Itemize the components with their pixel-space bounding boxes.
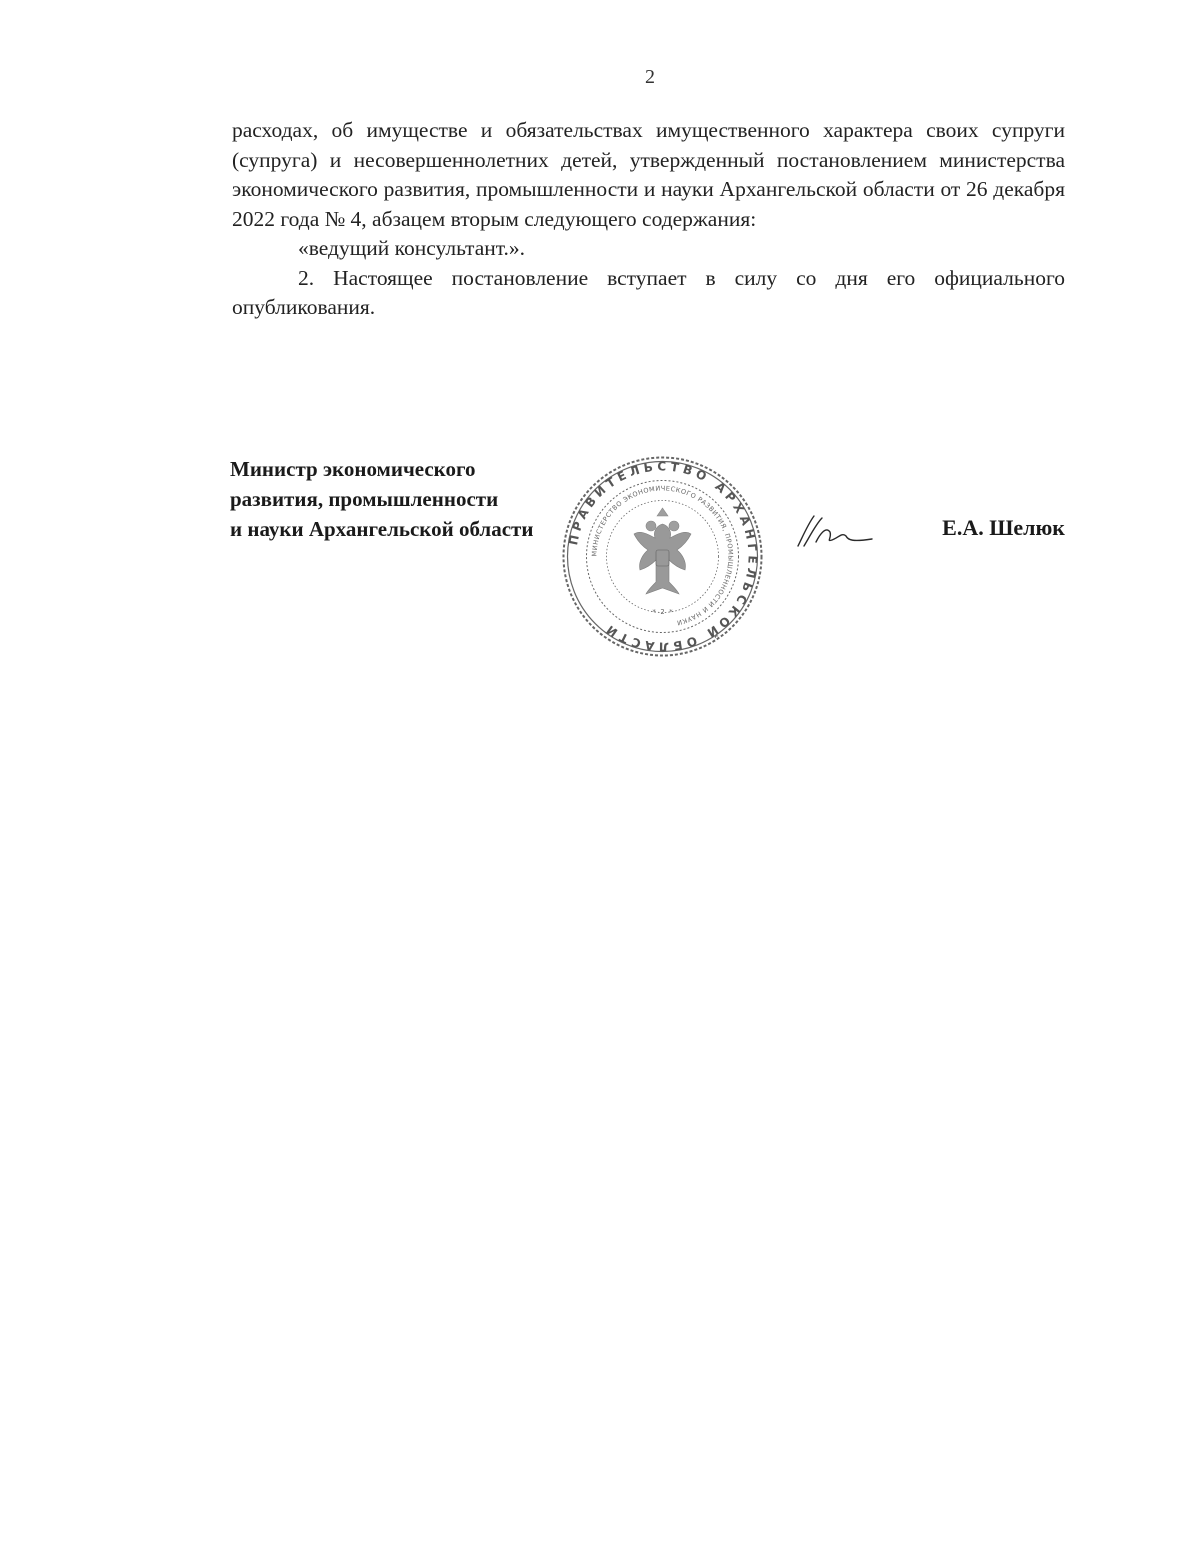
signatory-name: Е.А. Шелюк [942,515,1065,540]
position-line: развития, промышленности [230,487,499,511]
position-line: Министр экономического [230,457,476,481]
official-seal-stamp [560,454,765,659]
double-headed-eagle-emblem [634,508,691,594]
paragraph-quoted-text: «ведущий консультант.». [298,236,526,260]
position-line: и науки Архангельской области [230,517,534,541]
svg-text:ПРАВИТЕЛЬСТВО АРХАНГЕЛЬСКОЙ ОБ: ПРАВИТЕЛЬСТВО АРХАНГЕЛЬСКОЙ ОБЛАСТИ [566,459,760,654]
svg-text:МИНИСТЕРСТВО ЭКОНОМИЧЕСКОГО РА: МИНИСТЕРСТВО ЭКОНОМИЧЕСКОГО РАЗВИТИЯ, ПРОМЫШЛЕННОСТИ И НАУКИ [590,484,735,627]
paragraph-effective-date: 2. Настоящее постановление вступает в силу со дня его официального опубликования. [232,265,1065,319]
paragraph-amendment: расходах, об имуществе и обязательствах имущественного характера своих супруги (супруга) и несовершеннолетних детей, утвержденный постановлением министерства экономического развития, промышленности и науки Архангельской области от 26 декабря 2022 года № 4, абзацем вторым следующего содержания: [232,118,1065,231]
document-body [232,116,1065,323]
svg-text:* 2 *: * 2 * [651,608,674,616]
page-number: 2 [645,66,655,88]
signatory-position [230,454,533,544]
handwritten-signature [792,512,876,552]
